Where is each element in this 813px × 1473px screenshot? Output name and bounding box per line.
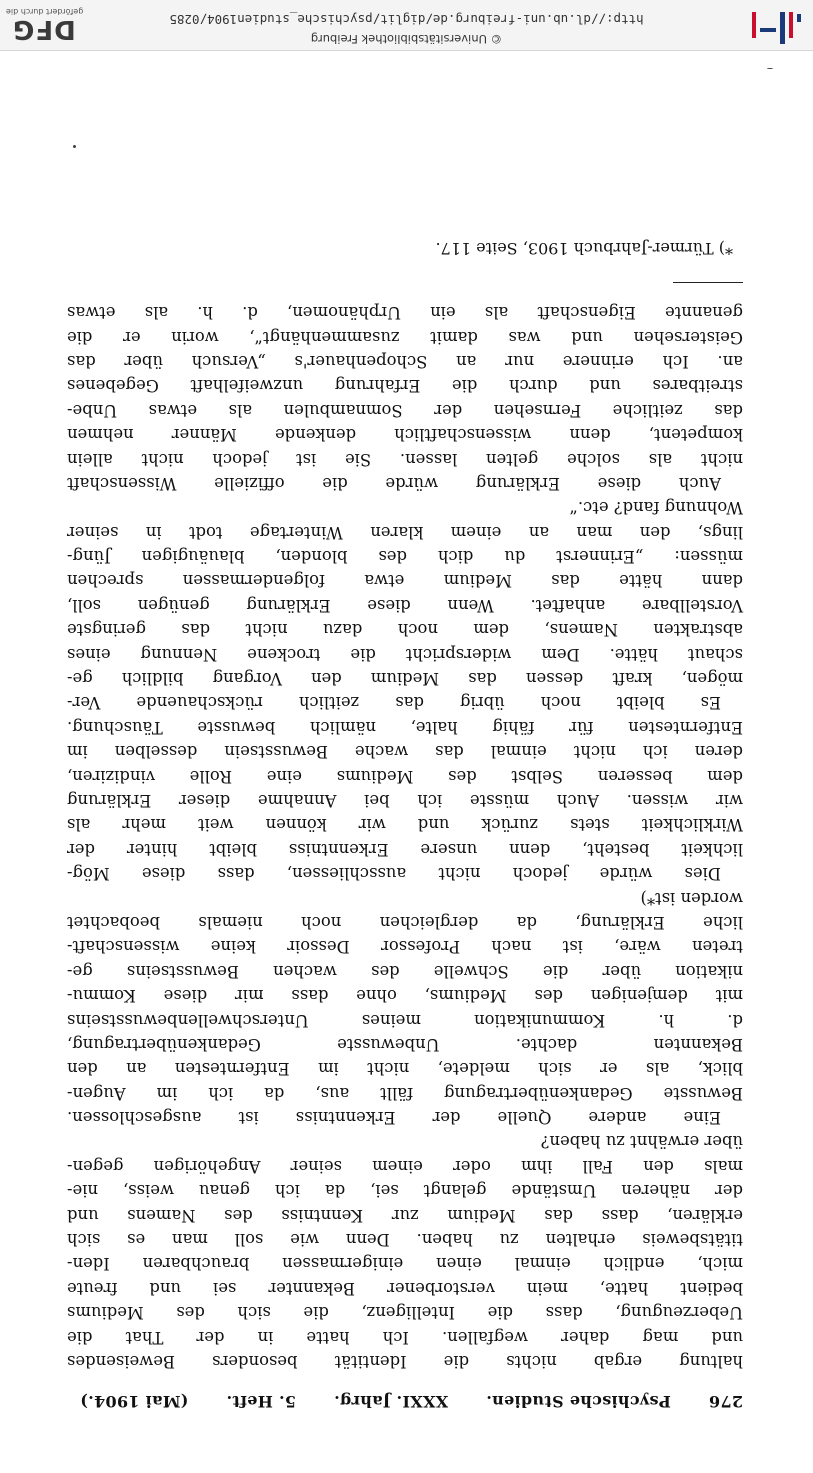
text-line: bedient hatte, mein verstorbener Bekannter sei und freute — [67, 1278, 743, 1298]
text-line: Dies würde jedoch nicht ausschliessen, dass diese Mög- — [67, 864, 721, 884]
text-line: Wirklichkeit stets zurück und wir können weit mehr als — [67, 815, 743, 835]
text-line: schaut hätte. Dem widerspricht die trockene Nennung eines — [67, 644, 743, 664]
viewer-banner — [0, 0, 813, 51]
text-line: kompetent, denn wissenschaftlich denkende Männer nehmen — [67, 425, 743, 445]
text-line: nikation über die Schwelle des wachen Bewusstseins ge- — [67, 961, 743, 981]
text-line: worden ist*) — [640, 888, 743, 908]
text-line: deren ich nicht einmal das wache Bewusstsein desselben im — [67, 742, 743, 762]
scan-speck — [73, 145, 76, 148]
text-line: treten wäre, ist nach Professor Dessoir keine wissenschaft- — [67, 937, 743, 957]
dfg-logo: DFG gefördert durch die — [6, 7, 84, 44]
text-line: abstrakten Namens, dem noch dazu nicht das geringste — [67, 620, 743, 640]
text-line: streitbares und durch die Erfahrung unzweifelhaft Gegebenes — [67, 376, 743, 396]
text-line: liche Erklärung, da dergleichen noch niemals beobachtet — [67, 912, 743, 932]
text-line: lichkeit besteht, denn unsere Erkenntniss bleibt hinter der — [67, 839, 743, 859]
text-line: Ueberzeugung, dass die Intelligenz, die sich des Mediums — [67, 1303, 743, 1323]
text-line: blick, als er sich meldete, nicht im Entferntesten an den — [67, 1059, 743, 1079]
footnote-rule — [673, 282, 743, 283]
text-line: haltung ergab nichts die Identität besonders Beweisendes — [67, 1352, 743, 1371]
page-number: 276 — [708, 1392, 743, 1411]
text-line: genannte Eigenschaft als ein Urphänomen, d. h. als etwas — [67, 303, 743, 323]
text-line: dem besseren Selbst des Mediums eine Rolle vindiziren, — [67, 766, 743, 786]
text-line: an. Ich erinnere nur an Schopenhauer's „Versuch über das — [67, 351, 743, 371]
text-line: wir wissen. Auch müsste ich bei Annahme dieser Erklärung — [67, 791, 743, 811]
footnote: *) Türmer-Jahrbuch 1903, Seite 117. — [435, 239, 733, 258]
issue-date: (Mai 1904.) — [80, 1392, 189, 1411]
text-line: mögen, kraft dessen das Medium den Vorgang bildlich ge- — [67, 669, 743, 689]
text-line: Entferntesten für fähig halte, nämlich bewusste Täuschung. — [67, 717, 743, 737]
text-line: mich, endlich einmal einen einigermassen brauchbaren Iden- — [67, 1254, 743, 1274]
body-text — [67, 300, 743, 1373]
issue: 5. Heft. — [226, 1392, 297, 1411]
text-line: erklären, dass das Medium zur Kenntniss des Namens und — [67, 1205, 743, 1225]
text-line: Es bleibt noch übrig das zeitlich rückschauende Ver- — [67, 693, 721, 713]
journal-title: Psychische Studien. — [485, 1392, 671, 1411]
text-line: der näheren Umstände gelangt sei, da ich genau weiss, nie- — [67, 1181, 743, 1201]
text-line: titätsbeweis erhalten zu haben. Denn wie soll man es sich — [67, 1230, 743, 1250]
text-line: d. h. Kommunikation meines Unterschwellenbewusstseins — [67, 1010, 743, 1030]
running-head — [80, 1392, 743, 1411]
scan-speck — [767, 68, 773, 69]
text-line: lings, den man an einem klaren Wintertage todt in seiner — [67, 522, 743, 542]
page-url[interactable]: http://dl.ub.uni-freiburg.de/diglit/psychische_studien1904/0285 — [169, 12, 644, 27]
text-line: mals den Fall ihm oder einem seiner Angehörigen gegen- — [67, 1156, 743, 1176]
text-line: und mag daher wegfallen. Ich hatte in der That die — [67, 1327, 743, 1347]
text-line: das zeitliche Fernsehen der Somnambulen als etwas Unbe- — [67, 400, 743, 420]
text-line: dann hätte das Medium etwa folgendermassen sprechen — [67, 571, 743, 591]
text-line: Bewusste Gedankenübertragung fällt aus, da ich im Augen- — [67, 1083, 743, 1103]
text-line: Geistersehen und was damit zusammenhängt“, worin er die — [67, 327, 743, 347]
text-line: Bekannten dachte. Unbewusste Gedankenübertragung, — [67, 1034, 743, 1054]
text-line: über erwähnt zu haben? — [540, 1132, 743, 1152]
text-line: Eine andere Quelle der Erkenntniss ist ausgeschlossen. — [67, 1108, 721, 1128]
text-line: nicht als solche gelten lassen. Sie ist jedoch nicht allein — [67, 449, 743, 469]
copyright-text: © Universitätsbibliothek Freiburg — [310, 32, 503, 46]
text-line: mit demjenigen des Mediums, ohne dass mir diese Kommu- — [67, 986, 743, 1006]
text-line: Wohnung fand? etc.“ — [569, 498, 743, 518]
text-line: Vorstellbare anhaftet. Wenn diese Erklärung genügen soll, — [67, 595, 743, 615]
text-line: Auch diese Erklärung würde die offizielle Wissenschaft — [67, 473, 721, 493]
text-line: müssen: „Erinnerst du dich des blonden, blauäugigen Jüng- — [67, 547, 743, 567]
volume: XXXI. Jahrg. — [333, 1392, 449, 1411]
